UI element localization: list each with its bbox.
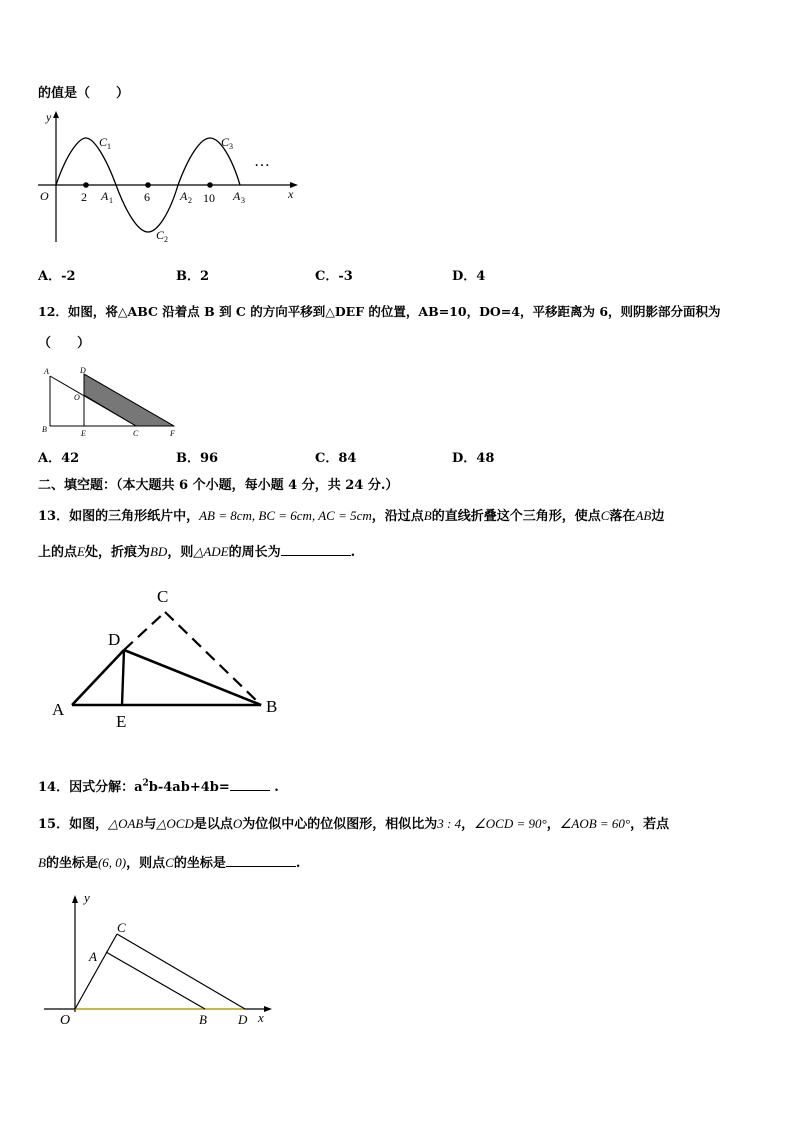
q15-text: . [295,856,301,871]
q12-option-a: A．42 [38,451,80,466]
q13-text: 的周长为 [228,545,281,560]
a3-label: A [233,189,241,203]
q13-line1 [38,505,664,524]
label-d: D [80,366,86,375]
q15-text: 为位似中心的位似图形，相似比为 [242,817,438,832]
q11-option-c: C．-3 [315,269,353,284]
q13-text: 13．如图的三角形纸片中， [38,509,200,524]
segment-oc [75,934,117,1009]
dashed-dc [124,612,165,650]
q13-math-b: B [423,508,432,523]
q15-math-c: C [165,855,174,870]
q13-fold-figure [46,580,296,732]
q14-line [38,776,279,795]
tick-6: 6 [144,190,150,204]
q15-text: ，则点 [126,856,166,871]
q15-math-b: B [38,855,46,870]
q14-text: b-4ab+4b= [148,780,230,795]
y-axis-arrow [72,895,78,903]
y-axis-arrow [53,111,59,118]
label-d: D [108,630,121,649]
fold-bd [124,650,261,705]
q11-sine-graph [30,108,310,250]
q15-math-ratio: 3 : 4 [437,816,462,831]
a1-label: A [101,189,109,203]
q13-text: . [350,545,356,560]
dashed-cb [165,612,261,705]
q12-option-d: D．48 [452,451,495,466]
q13-math-lengths: AB = 8cm, BC = 6cm, AC = 5cm [199,508,372,523]
label-x: x [258,1010,264,1025]
label-e: E [81,429,86,438]
q14-exponent: 2 [142,778,149,789]
tick-2: 2 [81,190,87,204]
q13-math-bd: BD [149,544,168,559]
q13-math-ade: △ADE [193,544,229,559]
q15-line2 [38,852,300,871]
point-10 [207,182,213,188]
q13-math-c: C [600,508,610,523]
ellipsis: … [254,153,270,170]
label-a: A [52,700,65,719]
q15-text: ，若点 [630,817,670,832]
label-f: F [170,429,175,438]
c1-label: C [99,135,108,149]
label-c: C [117,920,126,935]
q13-text: 上的点 [38,545,78,560]
point-6 [145,182,151,188]
segment-cd [117,934,245,1009]
side-ad [72,650,124,705]
q15-math-o: O [232,816,243,831]
q15-text: 与 [143,817,157,832]
q13-text: 处，折痕为 [84,545,150,560]
q12-option-b: B．96 [176,451,219,466]
q13-math-e: E [77,544,85,559]
q13-math-ab: AB [635,508,652,523]
c2-label: C [156,228,165,242]
q14-text: 14．因式分解：a [38,780,143,795]
q12-line1: 12．如图，将△ABC 沿着点 B 到 C 的方向平移到△DEF 的位置，AB=10，DO=4，平移距离为 6，则阴影部分面积为 [38,304,721,319]
q15-similar-triangles-figure [40,890,280,1032]
origin-label: O [40,189,49,203]
q11-option-d: D．4 [452,269,486,284]
segment-ab [106,952,205,1009]
q15-text: 的坐标是 [45,856,98,871]
label-a: A [44,367,49,376]
label-o: O [74,393,80,402]
q11-option-a: A．-2 [38,269,76,284]
q13-text: ，沿过点 [371,509,424,524]
c3-sub: 3 [229,142,233,151]
q15-text: 是以点 [193,817,233,832]
q11-stem-tail: 的值是（ ） [38,86,130,101]
q12-option-c: C．84 [315,451,357,466]
q15-math-ocd: △OCD [156,816,194,831]
q13-text: ，则 [167,545,194,560]
label-b: B [266,697,278,716]
c3-label: C [221,135,230,149]
tick-10: 10 [203,191,215,205]
label-d: D [238,1012,248,1027]
q13-text: 落在 [609,509,636,524]
q15-line1 [38,813,669,832]
q12-translation-figure [38,364,183,440]
a2-sub: 2 [188,196,192,205]
q15-math-angle-ocd: ∠OCD = 90° [474,816,547,831]
q15-text: 的坐标是 [173,856,226,871]
segment-de [122,650,124,705]
a2-label: A [180,189,188,203]
q11-option-b: B．2 [176,269,210,284]
a3-sub: 3 [241,196,245,205]
q15-math-coord: (6, 0) [97,855,127,870]
label-b: B [42,425,47,434]
label-e: E [116,712,127,731]
label-b: B [199,1012,207,1027]
a1-sub: 1 [109,196,113,205]
c2-sub: 2 [164,235,168,244]
q14-answer-blank[interactable] [230,776,270,791]
x-axis-arrow [264,1006,272,1012]
label-a: A [89,949,97,964]
q13-text: 的直线折叠这个三角形，使点 [431,509,601,524]
label-o: O [60,1013,71,1028]
x-label: x [288,187,294,201]
label-c: C [133,429,139,438]
section-2-heading: 二、填空题：（本大题共 6 个小题，每小题 4 分，共 24 分.） [38,478,399,493]
q13-answer-blank[interactable] [281,541,351,556]
label-y: y [84,890,90,905]
q15-text: ， [461,817,475,832]
q13-line2 [38,541,355,560]
q12-line2: （ ） [38,336,91,351]
q15-answer-blank[interactable] [226,852,296,867]
label-c: C [157,587,169,606]
c1-sub: 1 [107,142,111,151]
q13-text: 边 [651,509,665,524]
y-label: y [46,110,52,124]
point-2 [83,182,89,188]
q15-text: ， [546,817,560,832]
q15-math-angle-aob: ∠AOB = 60° [559,816,631,831]
q14-text: . [274,780,279,795]
q15-math-oab: △OAB [108,816,144,831]
q15-text: 15．如图， [38,817,109,832]
